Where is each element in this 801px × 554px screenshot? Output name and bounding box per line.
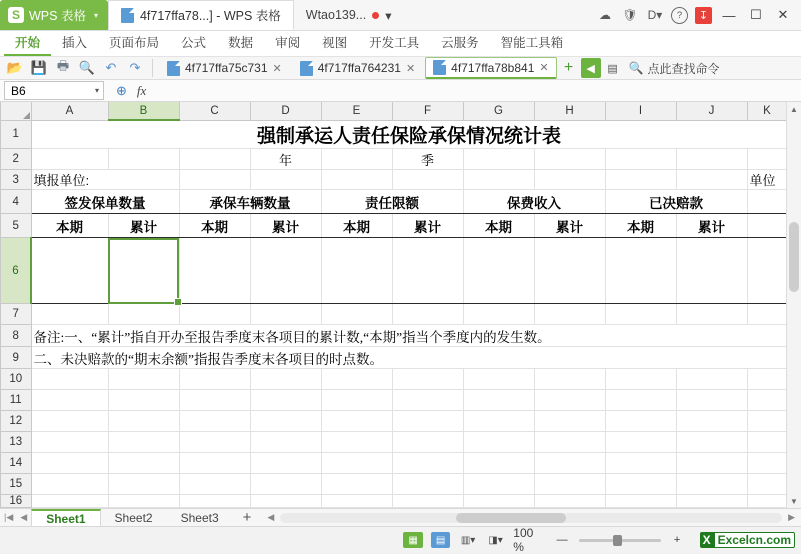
column-header-b[interactable]: B: [108, 102, 179, 120]
ribbon-tab-page-layout[interactable]: 页面布局: [109, 36, 160, 50]
spreadsheet-file-icon: [167, 61, 180, 76]
cell-year-label[interactable]: 年: [250, 149, 321, 170]
search-icon: 🔍: [628, 61, 644, 75]
column-header-f[interactable]: F: [392, 102, 463, 120]
table-row: [1, 369, 788, 390]
sub-header-overflow[interactable]: [747, 214, 787, 238]
redo-icon[interactable]: ↷: [129, 60, 141, 75]
sheet-tab-sheet2[interactable]: Sheet2: [114, 510, 153, 525]
cell-i11[interactable]: [605, 390, 676, 411]
file-tab-2[interactable]: [292, 57, 423, 79]
file-tab-1-label: 4f717ffa75c731: [185, 61, 268, 75]
scroll-right-icon[interactable]: ▶: [788, 512, 795, 522]
cell-b2[interactable]: [108, 149, 179, 170]
cell-a14[interactable]: [31, 453, 108, 474]
cell-e12[interactable]: [321, 411, 392, 432]
cell-f14[interactable]: [392, 453, 463, 474]
open-folder-icon[interactable]: 📂: [6, 60, 24, 75]
row-header-10[interactable]: 10: [1, 369, 32, 390]
table-row: [1, 411, 788, 432]
formula-bar: [0, 80, 801, 102]
row-header-2[interactable]: 2: [1, 149, 32, 170]
row-header-12[interactable]: 12: [1, 411, 32, 432]
cell-h14[interactable]: [534, 453, 605, 474]
excelcn-watermark: [700, 532, 795, 548]
cell-h12[interactable]: [534, 411, 605, 432]
normal-view-icon[interactable]: ▤: [431, 532, 450, 548]
cell-k2[interactable]: [747, 149, 787, 170]
cell-c16[interactable]: [179, 495, 250, 508]
vertical-scrollbar[interactable]: [786, 102, 801, 508]
scroll-down-icon[interactable]: ▼: [790, 496, 798, 506]
unsaved-indicator-icon: [372, 12, 379, 19]
cell-g3[interactable]: [463, 170, 534, 190]
chevron-down-icon[interactable]: ▾: [94, 86, 99, 95]
cell-e2[interactable]: [321, 149, 392, 170]
cell-i6[interactable]: [605, 238, 676, 304]
cell-k15[interactable]: [747, 474, 787, 495]
cell-b16[interactable]: [108, 495, 179, 508]
titlebar-right-tools: [596, 0, 801, 30]
table-row: [1, 170, 788, 190]
cell-d7[interactable]: [250, 304, 321, 325]
cell-k7[interactable]: [747, 304, 787, 325]
cell-c10[interactable]: [179, 369, 250, 390]
table-row: [1, 325, 788, 347]
ribbon-tab-review[interactable]: 审阅: [275, 36, 301, 50]
cell-b7[interactable]: [108, 304, 179, 325]
select-all-corner[interactable]: [1, 102, 32, 120]
cell-g10[interactable]: [463, 369, 534, 390]
wps-home-tab-label: WPS 表格: [29, 9, 86, 23]
cell-b13[interactable]: [108, 432, 179, 453]
cell-e6[interactable]: [321, 238, 392, 304]
cell-h3[interactable]: [534, 170, 605, 190]
cell-k10[interactable]: [747, 369, 787, 390]
cell-a16[interactable]: [31, 495, 108, 508]
help-icon[interactable]: ?: [671, 7, 688, 24]
chevron-down-icon[interactable]: ▾: [93, 10, 98, 20]
cell-i12[interactable]: [605, 411, 676, 432]
sub-header-9[interactable]: 本期: [605, 214, 676, 238]
cell-i7[interactable]: [605, 304, 676, 325]
document-tab-active[interactable]: [108, 0, 294, 30]
sheet-tab-bar: [0, 508, 801, 526]
status-bar: [0, 526, 801, 553]
column-header-g[interactable]: G: [463, 102, 534, 120]
cell-g13[interactable]: [463, 432, 534, 453]
column-header-row: [1, 102, 788, 120]
row-header-5[interactable]: 5: [1, 214, 32, 238]
row-header-1[interactable]: 1: [1, 120, 32, 149]
spreadsheet-file-icon: [121, 8, 134, 23]
row-header-11[interactable]: 11: [1, 390, 32, 411]
close-button[interactable]: ✕: [777, 7, 789, 22]
row-header-7[interactable]: 7: [1, 304, 32, 325]
scroll-up-icon[interactable]: ▲: [790, 104, 798, 114]
table-row: [1, 474, 788, 495]
row-header-8[interactable]: 8: [1, 325, 32, 347]
file-tab-1[interactable]: [159, 57, 290, 79]
column-header-d[interactable]: D: [250, 102, 321, 120]
cell-a7[interactable]: [31, 304, 108, 325]
cell-i13[interactable]: [605, 432, 676, 453]
cell-d6[interactable]: [250, 238, 321, 304]
cell-b11[interactable]: [108, 390, 179, 411]
cell-i2[interactable]: [605, 149, 676, 170]
cell-i3[interactable]: [605, 170, 676, 190]
sub-header-5[interactable]: 本期: [321, 214, 392, 238]
table-row: [1, 149, 788, 170]
cell-j3[interactable]: [676, 170, 747, 190]
cell-f11[interactable]: [392, 390, 463, 411]
table-row: [1, 453, 788, 474]
column-header-j[interactable]: J: [676, 102, 747, 120]
cell-c3[interactable]: [179, 170, 250, 190]
zoom-level-label: 100 %: [513, 526, 534, 554]
cell-d13[interactable]: [250, 432, 321, 453]
pdf-export-icon[interactable]: ↧: [695, 7, 712, 24]
command-search[interactable]: [629, 60, 720, 77]
cell-j6[interactable]: [676, 238, 747, 304]
cell-h6[interactable]: [534, 238, 605, 304]
cell-f15[interactable]: [392, 474, 463, 495]
cell-d14[interactable]: [250, 453, 321, 474]
fx-label: fx: [136, 82, 147, 98]
formula-input[interactable]: [150, 80, 797, 101]
cell-j13[interactable]: [676, 432, 747, 453]
worksheet-area[interactable]: [0, 102, 801, 508]
minimize-button[interactable]: —: [722, 7, 736, 23]
row-header-4[interactable]: 4: [1, 190, 32, 214]
cell-b10[interactable]: [108, 369, 179, 390]
sub-header-6[interactable]: 累计: [392, 214, 463, 238]
close-icon[interactable]: ✕: [272, 62, 282, 75]
table-row: [1, 432, 788, 453]
cell-j12[interactable]: [676, 411, 747, 432]
row-header-3[interactable]: 3: [1, 170, 32, 190]
chevron-down-icon[interactable]: ▾: [385, 8, 392, 23]
file-tab-3-active[interactable]: [425, 57, 556, 79]
ribbon-tab-toolbox[interactable]: 智能工具箱: [500, 36, 564, 50]
close-icon[interactable]: ✕: [405, 62, 416, 75]
cell-j2[interactable]: [676, 149, 747, 170]
cell-j15[interactable]: [676, 474, 747, 495]
cell-f3[interactable]: [392, 170, 463, 190]
cell-f10[interactable]: [392, 369, 463, 390]
cell-a15[interactable]: [31, 474, 108, 495]
zoom-controls: [513, 526, 795, 554]
sub-header-3[interactable]: 本期: [179, 214, 250, 238]
cell-f12[interactable]: [392, 411, 463, 432]
cell-g15[interactable]: [463, 474, 534, 495]
new-file-tab-button[interactable]: +: [563, 59, 574, 76]
cell-c2[interactable]: [179, 149, 250, 170]
column-header-c[interactable]: C: [179, 102, 250, 120]
cell-g6[interactable]: [463, 238, 534, 304]
table-row: [1, 390, 788, 411]
cell-j10[interactable]: [676, 369, 747, 390]
download-icon[interactable]: D▾: [647, 8, 663, 22]
horizontal-scrollbar-thumb[interactable]: [456, 513, 566, 523]
zoom-in-button[interactable]: +: [673, 534, 681, 546]
document-tab-secondary[interactable]: [294, 0, 404, 30]
cell-c6[interactable]: [179, 238, 250, 304]
scroll-left-icon[interactable]: ◀: [267, 512, 275, 522]
horizontal-scrollbar[interactable]: [261, 509, 801, 526]
row-header-14[interactable]: 14: [1, 453, 32, 474]
cell-e10[interactable]: [321, 369, 392, 390]
group-header-policies[interactable]: 签发保单数量: [31, 190, 179, 214]
name-box-value: B6: [11, 83, 26, 98]
title-bar: [0, 0, 801, 31]
cell-c12[interactable]: [179, 411, 250, 432]
sheet-tab-sheet3[interactable]: Sheet3: [180, 510, 219, 525]
column-header-e[interactable]: E: [321, 102, 392, 120]
cell-f13[interactable]: [392, 432, 463, 453]
cell-e15[interactable]: [321, 474, 392, 495]
sub-header-1[interactable]: 本期: [31, 214, 108, 238]
cell-h10[interactable]: [534, 369, 605, 390]
cell-e14[interactable]: [321, 453, 392, 474]
cell-i10[interactable]: [605, 369, 676, 390]
close-icon[interactable]: ✕: [539, 62, 549, 74]
cell-e11[interactable]: [321, 390, 392, 411]
column-header-h[interactable]: H: [534, 102, 605, 120]
table-row: [1, 190, 788, 214]
add-sheet-button[interactable]: +: [242, 509, 252, 526]
prev-sheet-icon[interactable]: ◀: [20, 512, 28, 522]
cell-k14[interactable]: [747, 453, 787, 474]
file-tab-3-label: 4f717ffa78b841: [451, 60, 535, 75]
column-header-i[interactable]: I: [605, 102, 676, 120]
sheet-nav-arrows[interactable]: [0, 509, 31, 526]
cell-h11[interactable]: [534, 390, 605, 411]
document-tab-secondary-label: Wtao139...: [305, 8, 367, 22]
zoom-out-button[interactable]: —: [556, 534, 568, 546]
cell-unit-right[interactable]: 单位: [747, 170, 787, 190]
toolbar-divider: [152, 59, 153, 77]
cell-h7[interactable]: [534, 304, 605, 325]
cell-j11[interactable]: [676, 390, 747, 411]
group-header-overflow[interactable]: [747, 190, 787, 214]
cell-f7[interactable]: [392, 304, 463, 325]
command-search-label: 点此查找命令: [647, 61, 720, 76]
group-header-premium-income[interactable]: 保费收入: [463, 190, 605, 214]
cell-k12[interactable]: [747, 411, 787, 432]
vertical-scrollbar-thumb[interactable]: [789, 222, 799, 292]
save-icon[interactable]: 💾: [30, 60, 48, 75]
cell-e16[interactable]: [321, 495, 392, 508]
wps-home-tab[interactable]: [0, 0, 108, 30]
cell-quarter-label[interactable]: 季: [392, 149, 463, 170]
print-icon[interactable]: 🖶: [56, 58, 70, 73]
ribbon-tab-formula[interactable]: 公式: [181, 36, 207, 50]
shield-icon[interactable]: 🛡: [622, 8, 638, 22]
cell-e13[interactable]: [321, 432, 392, 453]
sub-header-7[interactable]: 本期: [463, 214, 534, 238]
cell-e7[interactable]: [321, 304, 392, 325]
cell-a12[interactable]: [31, 411, 108, 432]
maximize-button[interactable]: ☐: [750, 7, 762, 22]
group-header-liability-limit[interactable]: 责任限额: [321, 190, 463, 214]
document-tab-active-label: 4f717ffa78...] - WPS 表格: [139, 9, 281, 23]
cell-k13[interactable]: [747, 432, 787, 453]
zoom-slider-knob[interactable]: [613, 535, 622, 546]
cell-b6-selected[interactable]: [108, 238, 179, 304]
cell-f16[interactable]: [392, 495, 463, 508]
ribbon-tab-cloud[interactable]: 云服务: [441, 36, 479, 50]
reading-layout-icon[interactable]: ◨▾: [488, 534, 503, 546]
wps-logo-icon: S: [8, 7, 24, 23]
group-header-paid-claims[interactable]: 已决赔款: [605, 190, 747, 214]
cell-d10[interactable]: [250, 369, 321, 390]
cell-d16[interactable]: [250, 495, 321, 508]
cell-d15[interactable]: [250, 474, 321, 495]
cell-i15[interactable]: [605, 474, 676, 495]
cell-j16[interactable]: [676, 495, 747, 508]
cell-d12[interactable]: [250, 411, 321, 432]
cell-g14[interactable]: [463, 453, 534, 474]
cell-k6[interactable]: [747, 238, 787, 304]
cell-k11[interactable]: [747, 390, 787, 411]
formula-tools: [108, 83, 146, 99]
cell-c13[interactable]: [179, 432, 250, 453]
cell-b15[interactable]: [108, 474, 179, 495]
cell-j7[interactable]: [676, 304, 747, 325]
sub-header-4[interactable]: 累计: [250, 214, 321, 238]
sheet-tab-sheet1[interactable]: Sheet1: [31, 509, 100, 526]
tab-scroll-left-icon[interactable]: ◀: [581, 58, 601, 78]
spreadsheet-file-icon: [433, 60, 446, 75]
note-line-2[interactable]: 二、未决赔款的“期末余额”指报告季度末各项目的时点数。: [31, 347, 787, 369]
page-layout-view-icon[interactable]: ▦: [403, 532, 422, 548]
quick-access-and-file-tabs: [0, 57, 801, 80]
tab-list-icon[interactable]: ▤: [607, 62, 618, 75]
cell-i16[interactable]: [605, 495, 676, 508]
page-break-view-icon[interactable]: ▥▾: [460, 534, 476, 546]
note-line-1[interactable]: 备注:一、“累计”指自开办至报告季度末各项目的累计数,“本期”指当个季度内的发生数。: [31, 325, 787, 347]
horizontal-scrollbar-track[interactable]: [280, 513, 782, 523]
spreadsheet-file-icon: [300, 61, 313, 76]
spreadsheet-grid[interactable]: [0, 102, 788, 508]
row-header-13[interactable]: 13: [1, 432, 32, 453]
table-row: [1, 304, 788, 325]
row-header-6[interactable]: 6: [1, 238, 32, 304]
insert-function-icon[interactable]: ⊕: [116, 82, 127, 98]
cell-j14[interactable]: [676, 453, 747, 474]
table-row: [1, 214, 788, 238]
cell-f6[interactable]: [392, 238, 463, 304]
cell-g16[interactable]: [463, 495, 534, 508]
file-tab-2-label: 4f717ffa764231: [317, 61, 401, 75]
group-header-vehicles[interactable]: 承保车辆数量: [179, 190, 321, 214]
cell-g2[interactable]: [463, 149, 534, 170]
sub-header-10[interactable]: 累计: [676, 214, 747, 238]
cell-g7[interactable]: [463, 304, 534, 325]
ribbon-tab-insert[interactable]: 插入: [62, 36, 88, 50]
cell-e3[interactable]: [321, 170, 392, 190]
ribbon-tab-data[interactable]: 数据: [228, 36, 254, 50]
cell-h2[interactable]: [534, 149, 605, 170]
print-preview-icon[interactable]: 🔍: [78, 60, 96, 75]
cell-a6[interactable]: [31, 238, 108, 304]
table-row: [1, 495, 788, 508]
cell-a10[interactable]: [31, 369, 108, 390]
column-header-a[interactable]: A: [31, 102, 108, 120]
cell-h16[interactable]: [534, 495, 605, 508]
cell-b12[interactable]: [108, 411, 179, 432]
cell-c14[interactable]: [179, 453, 250, 474]
cell-k16[interactable]: [747, 495, 787, 508]
column-header-k[interactable]: K: [747, 102, 787, 120]
ribbon-tab-bar: [0, 31, 801, 57]
cell-d11[interactable]: [250, 390, 321, 411]
row-header-15[interactable]: 15: [1, 474, 32, 495]
cell-h15[interactable]: [534, 474, 605, 495]
first-sheet-icon[interactable]: |◀: [4, 512, 14, 522]
table-row: [1, 347, 788, 369]
row-header-16[interactable]: 16: [1, 495, 32, 508]
excelcn-x-label: X: [700, 532, 714, 548]
row-header-9[interactable]: 9: [1, 347, 32, 369]
cell-reporting-unit[interactable]: 填报单位:: [31, 170, 179, 190]
cell-c11[interactable]: [179, 390, 250, 411]
cell-d3[interactable]: [250, 170, 321, 190]
cell-g12[interactable]: [463, 411, 534, 432]
cell-g11[interactable]: [463, 390, 534, 411]
name-box[interactable]: [4, 81, 104, 100]
sub-header-2[interactable]: 累计: [108, 214, 179, 238]
ribbon-tab-start[interactable]: 开始: [4, 31, 51, 56]
undo-icon[interactable]: ↶: [105, 60, 117, 75]
cell-b14[interactable]: [108, 453, 179, 474]
cloud-icon[interactable]: ☁: [599, 8, 611, 22]
cell-c7[interactable]: [179, 304, 250, 325]
zoom-slider[interactable]: [579, 539, 661, 542]
cell-a13[interactable]: [31, 432, 108, 453]
cell-a2[interactable]: [31, 149, 108, 170]
excelcn-name-label: Excelcn.com: [714, 532, 795, 548]
cell-a11[interactable]: [31, 390, 108, 411]
cell-c15[interactable]: [179, 474, 250, 495]
table-row: [1, 238, 788, 304]
sheet-title-cell[interactable]: 强制承运人责任保险承保情况统计表: [31, 120, 787, 149]
cell-h13[interactable]: [534, 432, 605, 453]
sub-header-8[interactable]: 累计: [534, 214, 605, 238]
cell-i14[interactable]: [605, 453, 676, 474]
table-row: [1, 120, 788, 149]
ribbon-tab-developer[interactable]: 开发工具: [369, 36, 420, 50]
ribbon-tab-view[interactable]: 视图: [322, 36, 348, 50]
